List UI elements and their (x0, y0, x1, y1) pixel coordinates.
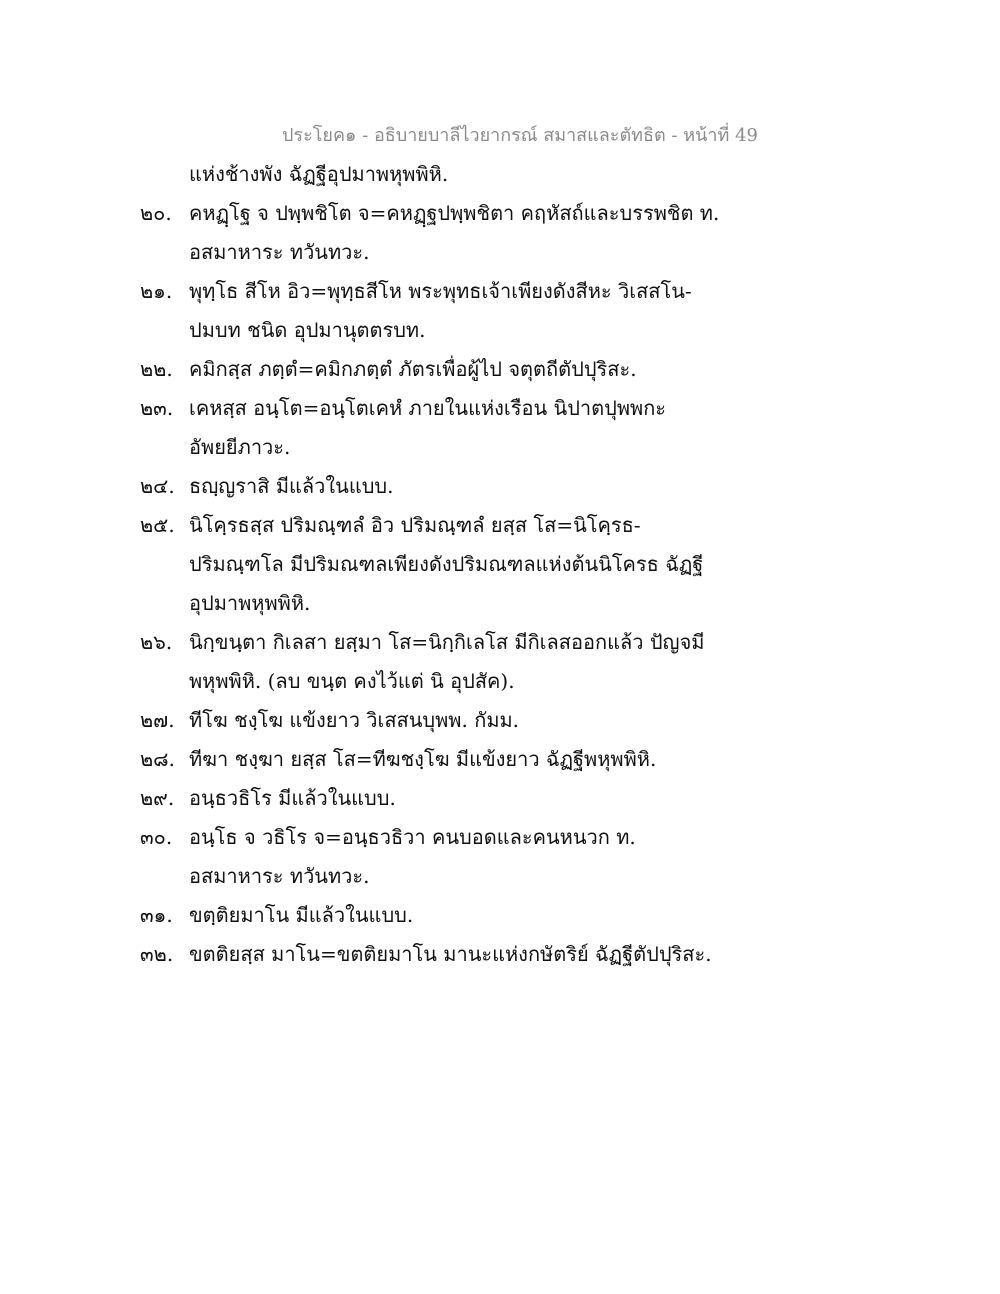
entry-number: ๒๐. (140, 201, 172, 225)
entry-text: ขตติยสฺส มาโน=ขตติยมาโน มานะแห่งกษัตริย์ ฉัฏฐีตัปปุริสะ. (189, 942, 712, 966)
entry-number: ๒๕. (140, 513, 175, 537)
entry-number: ๒๔. (140, 474, 175, 498)
numbered-entry (140, 350, 780, 389)
entry-number: ๒๖. (140, 630, 173, 654)
entry-text: ทีโฆ ชงฺโฆ แข้งยาว วิเสสนบุพพ. กัมม. (189, 708, 520, 732)
numbered-entry (140, 779, 780, 818)
numbered-entry (140, 935, 780, 974)
continuation-line: ปริมณฺฑโล มีปริมณฑลเพียงดังปริมณฑลแห่งต้นนิโครธ ฉัฏฐี (189, 552, 704, 576)
entry-number: ๒๙. (140, 786, 175, 810)
entry-number: ๒๓. (140, 396, 174, 420)
entry-text: ธญฺญราสิ มีแล้วในแบบ. (189, 474, 394, 498)
entry-text: ขตฺติยมาโน มีแล้วในแบบ. (189, 903, 414, 927)
continuation-line: อุปมาพหุพพิหิ. (189, 591, 311, 615)
continuation-line: อัพยยีภาวะ. (189, 435, 291, 459)
numbered-entry (140, 818, 780, 857)
entry-text: นิโคฺรธสฺส ปริมณฺฑลํ อิว ปริมณฺฑลํ ยสฺส โส=นิโคฺรธ- (189, 513, 641, 537)
entry-text: อนฺโธ จ วธิโร จ=อนฺธวธิวา คนบอดและคนหนวก ท. (189, 825, 636, 849)
entry-number: ๒๗. (140, 708, 175, 732)
running-header (0, 120, 1000, 149)
numbered-entry (140, 623, 780, 662)
entry-text: นิกฺขนฺตา กิเลสา ยสฺมา โส=นิกฺกิเลโส มีกิเลสออกแล้ว ปัญจมี (189, 630, 705, 654)
entry-number: ๓๐. (140, 825, 173, 849)
entry-text: อนฺธวธิโร มีแล้วในแบบ. (189, 786, 396, 810)
numbered-entry (140, 506, 780, 545)
continuation-line: แห่งช้างพัง ฉัฏฐีอุปมาพหุพพิหิ. (189, 162, 449, 186)
numbered-entry (140, 272, 780, 311)
continuation-line: อสมาหาระ ทวันทวะ. (189, 864, 370, 888)
numbered-entry (140, 194, 780, 233)
numbered-entry (140, 467, 780, 506)
entry-text: ทีฆา ชงฺฆา ยสฺส โส=ทีฆชงฺโฆ มีแข้งยาว ฉัฏฐีพหุพพิหิ. (189, 747, 657, 771)
entry-text: พุทฺโธ สีโห อิว=พุทฺธสีโห พระพุทธเจ้าเพียงดังสีหะ วิเสสโน- (189, 279, 692, 303)
numbered-entry (140, 896, 780, 935)
running-header-text: ประโยค๑ - อธิบายบาลีไวยากรณ์ สมาสและตัทธิต - หน้าที่ 49 (282, 125, 758, 146)
entry-text: คหฏฺโฐ จ ปพฺพชิโต จ=คหฏฺฐปพฺพชิตา คฤหัสถ์และบรรพชิต ท. (189, 201, 720, 225)
entry-number: ๒๒. (140, 357, 173, 381)
numbered-entry (140, 389, 780, 428)
continuation-line: อสมาหาระ ทวันทวะ. (189, 240, 370, 264)
entry-number: ๓๑. (140, 903, 173, 927)
continuation-line: ปมบท ชนิด อุปมานุตตรบท. (189, 318, 426, 342)
entry-number: ๒๑. (140, 279, 173, 303)
entry-number: ๒๘. (140, 747, 175, 771)
numbered-entry (140, 701, 780, 740)
entry-number: ๓๒. (140, 942, 174, 966)
numbered-entry (140, 740, 780, 779)
entry-text: คมิกสฺส ภตฺตํ=คมิกภตฺตํ ภัตรเพื่อผู้ไป จตุตถีตัปปุริสะ. (189, 357, 637, 381)
continuation-line: พหุพพิหิ. (ลบ ขนฺต คงไว้แต่ นิ อุปสัค). (189, 669, 515, 693)
entry-text: เคหสฺส อนฺโต=อนฺโตเคหํ ภายในแห่งเรือน นิปาตปุพพกะ (189, 396, 667, 420)
page-body (140, 155, 780, 974)
